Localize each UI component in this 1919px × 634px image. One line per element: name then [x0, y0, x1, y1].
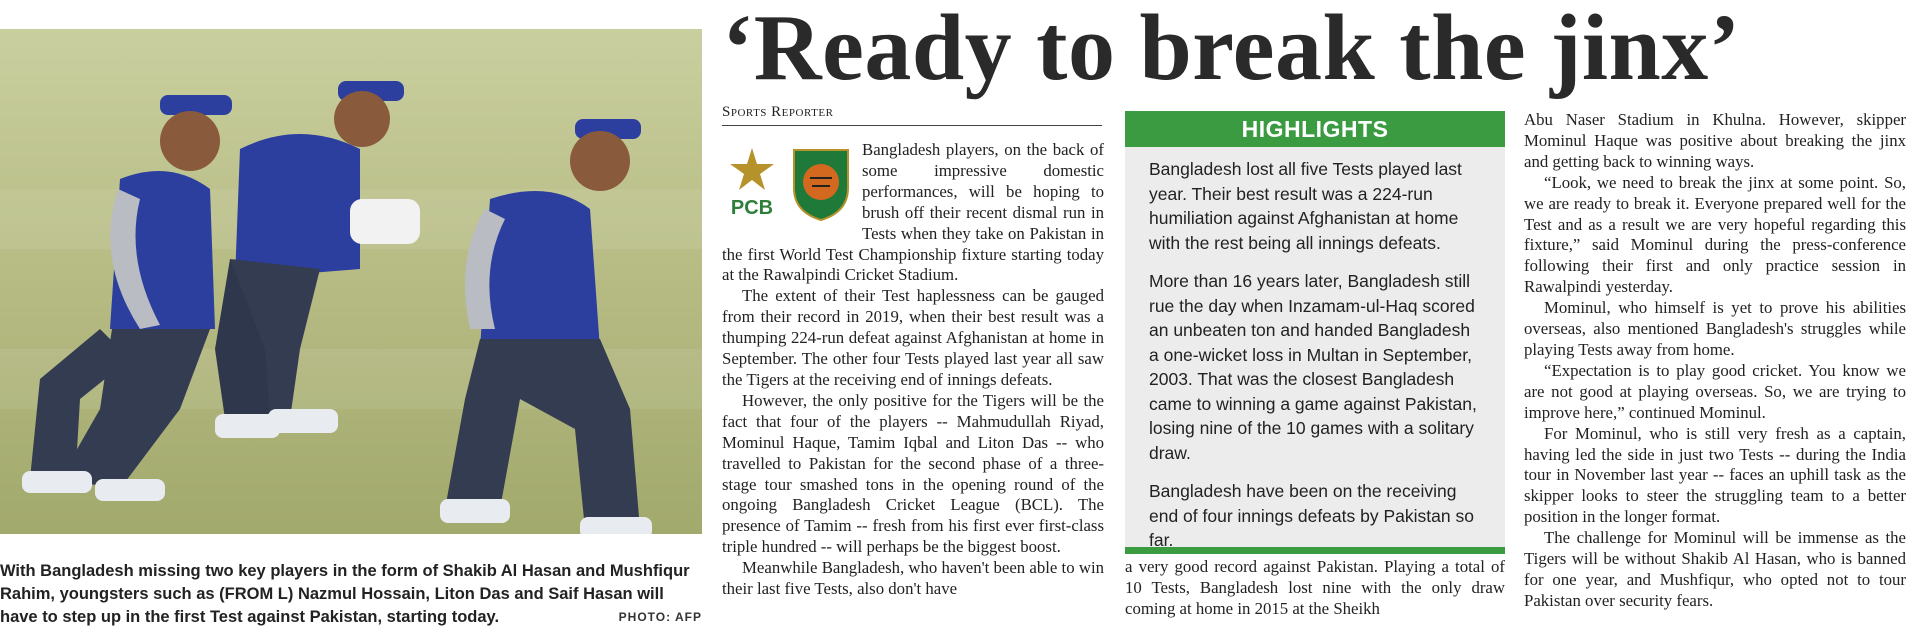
fielders-illustration	[0, 29, 702, 534]
pcb-label: PCB	[730, 197, 774, 219]
byline: Sports Reporter	[722, 104, 1102, 126]
highlights-title: HIGHLIGHTS	[1125, 111, 1505, 147]
highlights-body	[1125, 147, 1505, 553]
paragraph: For Mominul, who is still very fresh as a captain, having led the side in just two Tests -- during the India tour in November last year -- faces an uphill task as the skipper looks to steer the struggling team to a better position in the longer format.	[1524, 423, 1906, 527]
highlights-box	[1125, 111, 1505, 554]
article-column-2	[1125, 557, 1505, 620]
paragraph: The challenge for Mominul will be immense as the Tigers will be without Shakib Al Hasan, who is banned for one year, and Mushfiqur, who opted not to tour Pakistan over security fears.	[1524, 528, 1906, 610]
player-middle	[215, 81, 420, 438]
caption-text: With Bangladesh missing two key players in the form of Shakib Al Hasan and Mushfiqur Rahim, youngsters such as (FROM L) Nazmul Hossain, Liton Das and Saif Hasan will have to step up in the first Test against Pakistan, starting today.	[0, 562, 690, 626]
credit-label: PHOTO:	[618, 610, 672, 624]
photo-caption	[0, 560, 702, 629]
paragraph: Meanwhile Bangladesh, who haven't been able to win their last five Tests, also don't have	[722, 558, 1104, 599]
paragraph: “Look, we need to break the jinx at some point. So, we are ready to break it. Everyone prepared well for the Test and as a result we are very hopeful regarding this fixture,” said Mominul during the press-conference following their first and only practice session in Rawalpindi yesterday.	[1524, 172, 1906, 297]
article-column-3	[1524, 110, 1906, 612]
paragraph: Abu Naser Stadium in Khulna. However, skipper Mominul Haque was positive about breaking the jinx and getting back to winning ways.	[1524, 110, 1906, 171]
paragraph: However, the only positive for the Tigers will be the fact that four of the players -- Mahmudullah Riyad, Mominul Haque, Tamim Iqbal and Liton Das -- who travelled to Pakistan for the second phase of a three-stage tour smashed tons in the opening round of the ongoing Bangladesh Cricket League (BCL). The presence of Tamim -- fresh from his first ever first-class triple hundred -- will perhaps be the biggest boost.	[722, 390, 1104, 557]
paragraph: “Expectation is to play good cricket. You know we are not good at playing overseas. So, we are trying to improve here,” continued Mominul.	[1524, 360, 1906, 422]
article-column-1	[722, 140, 1104, 600]
paragraph: The extent of their Test haplessness can be gauged from their record in 2019, when their best result was a thumping 224-run defeat against Afghanistan at home in September. The other four Tests played last year all saw the Tigers at the receiving end of innings defeats.	[722, 286, 1104, 389]
highlight-item: Bangladesh have been on the receiving end of four innings defeats by Pakistan so far.	[1149, 481, 1474, 550]
board-logos	[722, 142, 856, 222]
highlight-item: More than 16 years later, Bangladesh still rue the day when Inzamam-ul-Haq scored an unbeaten ton and handed Bangladesh a one-wicket loss in Multan in September, 2003. That was the closest Bangladesh came to winning a game against Pakistan, losing nine of the 10 games with a solitary draw.	[1149, 271, 1477, 463]
paragraph: a very good record against Pakistan. Playing a total of 10 Tests, Bangladesh lost nine with the only draw coming at home in 2015 at the Sheikh	[1125, 557, 1505, 618]
paragraph: Bangladesh players, on the back of some impressive domestic performances, will be hoping to brush off their recent dismal run in Tests when they take on Pakistan in the first World Test Championship fixture starting today at the Rawalpindi Cricket Stadium.	[722, 140, 1104, 285]
pcb-bcb-logo-icon	[722, 142, 856, 222]
highlight-item: Bangladesh lost all five Tests played last year. Their best result was a 224-run humiliation against Afghanistan at home with the rest being all innings defeats.	[1149, 159, 1462, 253]
player-left	[22, 95, 232, 501]
headline: ‘Ready to break the jinx’	[722, 0, 1741, 100]
photo-credit	[613, 606, 702, 629]
paragraph: Mominul, who himself is yet to prove his abilities overseas, also mentioned Bangladesh's struggles while playing Tests away from home.	[1524, 298, 1906, 359]
player-right	[440, 119, 652, 534]
article-photo	[0, 29, 702, 534]
credit-source: AFP	[675, 610, 702, 624]
